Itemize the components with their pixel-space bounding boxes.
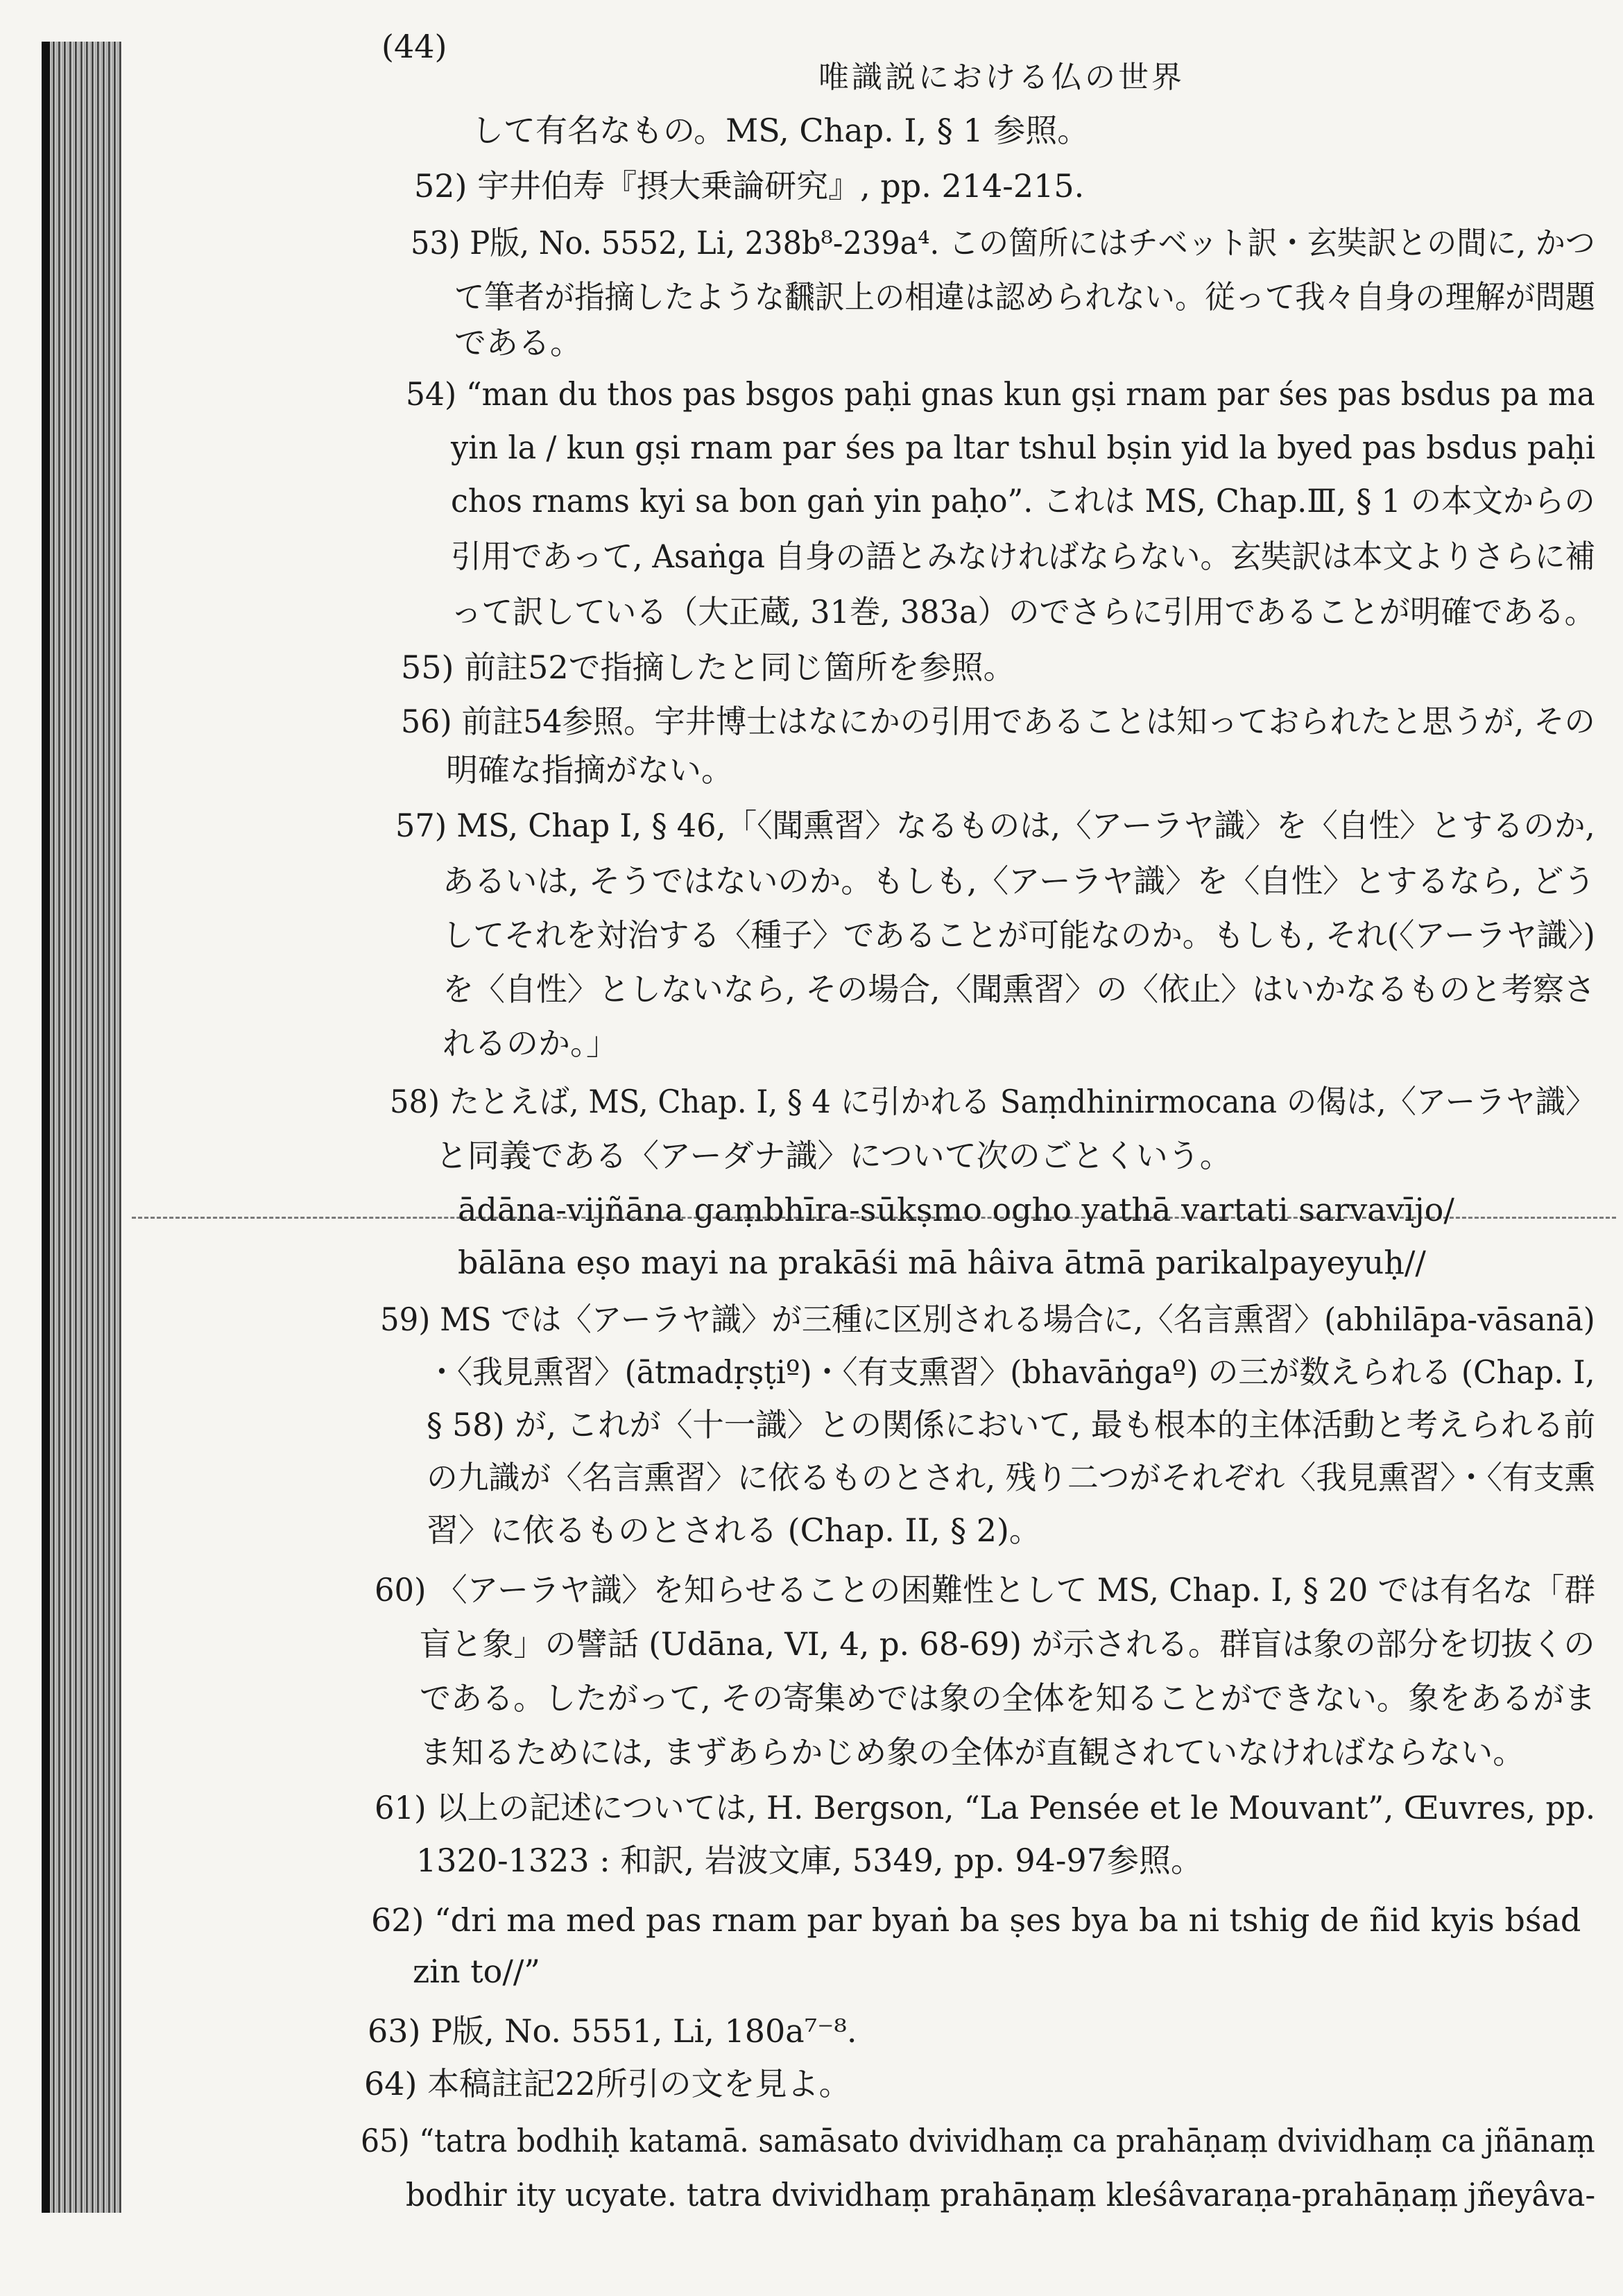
verse-line-2: bālāna eṣo mayi na prakāśi mā hâiva ātmā parikalpayeyuḥ// [458,1244,1426,1281]
note-line: zin to//” [413,1953,540,1990]
note-65: 65) “tatra bodhiḥ katamā. samāsato dvividhaṃ ca prahāṇaṃ dvividhaṃ ca jñānaṃ [361,2122,1595,2159]
note-56: 56) 前註54参照。宇井博士はなにかの引用であることは知っておられたと思うが, その [401,703,1595,740]
note-53: 53) P版, No. 5552, Li, 238b⁸-239a⁴. この箇所にはチベット訳・玄奘訳との間に, かつ [411,224,1595,262]
note-58: 58) たとえば, MS, Chap. I, § 4 に引かれる Saṃdhinirmocana の偈は,〈アーラヤ識〉 [390,1083,1596,1120]
note-59: 59) MS では〈アーラヤ識〉が三種に区別される場合に,〈名言熏習〉(abhilāpa-vāsanā) [380,1301,1595,1338]
note-line: 1320-1323 : 和訳, 岩波文庫, 5349, pp. 94-97参照。 [416,1842,1203,1879]
note-line: yin la / kun gṣi rnam par śes pa ltar tshul bṣin yid la byed pas bsdus paḥi [451,429,1596,466]
note-line: て筆者が指摘したような飜訳上の相違は認められない。従って我々自身の理解が問題 [454,278,1596,316]
note-line: 明確な指摘がない。 [446,751,733,789]
note-line: 盲と象」の譬話 (Udāna, VI, 4, p. 68-69) が示される。群盲は象の部分を切抜くの [420,1625,1595,1663]
note-line: ・〈我見熏習〉(ātmadṛṣṭiº)・〈有支熏習〉(bhavāṅgaº) の三が数えられる (Chap. I, [427,1353,1595,1391]
note-line: あるいは, そうではないのか。もしも,〈アーラヤ識〉を〈自性〉とするなら, どう [443,862,1595,900]
note-line: 引用であって, Asaṅga 自身の語とみなければならない。玄奘訳は本文よりさらに補 [451,538,1596,575]
note-line: してそれを対治する〈種子〉であることが可能なのか。もしも, それ(〈アーラヤ識〉) [443,916,1595,954]
book-binding-shadow [42,42,121,2213]
note-line: れるのか。」 [443,1025,618,1062]
note-line: chos rnams kyi sa bon gaṅ yin paḥo”. これは MS, Chap.Ⅲ, § 1 の本文からの [451,482,1595,520]
book-binding-edge [42,42,50,2213]
note-line: である。 [454,324,582,361]
note-line: と同義である〈アーダナ識〉について次のごとくいう。 [436,1137,1232,1174]
note-line: を〈自性〉としないなら, その場合,〈聞熏習〉の〈依止〉はいかなるものと考察さ [443,970,1595,1008]
note-60: 60) 〈アーラヤ識〉を知らせることの困難性として MS, Chap. I, § 20 では有名な「群 [375,1571,1596,1609]
note-line: 習〉に依るものとされる (Chap. II, § 2)。 [427,1511,1041,1549]
note-line: ま知るためには, まずあらかじめ象の全体が直観されていなければならない。 [420,1733,1525,1771]
note-55: 55) 前註52で指摘したと同じ箇所を参照。 [401,649,1015,686]
note-57: 57) MS, Chap I, § 46,「〈聞熏習〉なるものは,〈アーラヤ識〉を〈自性〉とするのか, [395,807,1595,844]
running-title: 唯識説における仏の世界 [818,60,1185,95]
note-62: 62) “dri ma med pas rnam par byaṅ ba ṣes bya ba ni tshig de ñid kyis bśad [371,1901,1581,1939]
note-52: 52) 宇井伯寿『摂大乗論研究』, pp. 214-215. [414,167,1085,205]
note-line: って訳している（大正蔵, 31巻, 383a）のでさらに引用であることが明確である。 [451,593,1596,631]
page-number: (44) [381,28,447,65]
verse-line-1: ādāna-vijñāna gaṃbhīra-sūkṣmo ogho yathā vartati sarvavījo/ [458,1191,1454,1228]
note-line: して有名なもの。MS, Chap. I, § 1 参照。 [472,112,1090,149]
note-54: 54) “man du thos pas bsgos paḥi gnas kun gṣi rnam par śes pas bsdus pa ma [406,375,1595,413]
note-64: 64) 本稿註記22所引の文を見よ。 [364,2065,851,2102]
note-61: 61) 以上の記述については, H. Bergson, “La Pensée et le Mouvant”, Œuvres, pp. [375,1789,1596,1826]
note-line: である。したがって, その寄集めでは象の全体を知ることができない。象をあるがま [420,1679,1596,1717]
note-line: § 58) が, これが〈十一識〉との関係において, 最も根本的主体活動と考えられる前 [427,1406,1596,1443]
note-line: bodhir ity ucyate. tatra dvividhaṃ prahāṇaṃ kleśâvaraṇa-prahāṇaṃ jñeyâva- [406,2176,1596,2213]
note-63: 63) P版, No. 5551, Li, 180a⁷⁻⁸. [368,2012,857,2050]
note-line: の九識が〈名言熏習〉に依るものとされ, 残り二つがそれぞれ〈我見熏習〉・〈有支熏 [427,1459,1596,1496]
